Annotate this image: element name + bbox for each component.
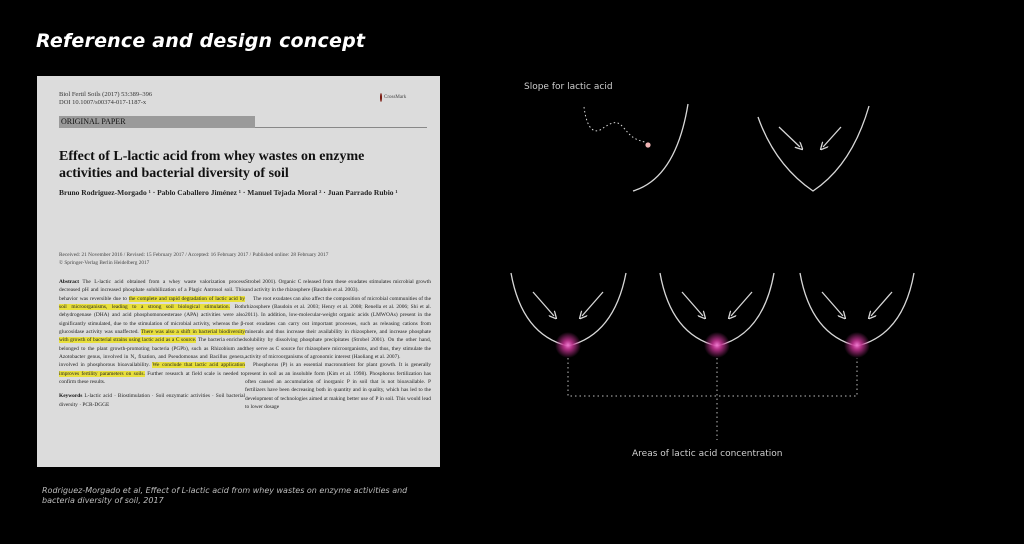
paper-authors: Bruno Rodriguez-Morgado ¹ · Pablo Caballero Jiménez ¹ · Manuel Tejada Moral ² · Juan Parrado Rubio ¹: [59, 188, 398, 197]
abstract-highlight-1: the complete and rapid degradation of lactic acid by soil microorganisms, leading to a strong soil biological stimulation.: [59, 295, 245, 311]
keywords-text: L-lactic acid · Biostimulation · Soil enzymatic activities · Soil bacterial diversity · PCR-DGGE: [59, 393, 245, 408]
section-band-label: ORIGINAL PAPER: [61, 117, 126, 126]
concentration-glow-1: [555, 332, 581, 358]
abstract-text-2: Both dehydrogenase (DHA) and acid phosphomonoesterase (APA) activities were also significantly stimulated, due to the stimulation of microbial activity, whereas the β-glucosidase activity was unaffected.: [59, 304, 245, 336]
journal-line: Biol Fertil Soils (2017) 53:389–396: [59, 91, 153, 98]
abstract-label: Abstract: [59, 279, 80, 285]
abstract-text-3: The bacteria enriched belonged to the plant growth-promoting bacteria (PGPb), such as Rhizobium and Azotobacter genus, involved in N₂ fixation, and Pseudomonas and Bacillus genera, involved in phosphorous bioavailability.: [59, 337, 245, 369]
arrow-cup2-right: [731, 292, 752, 316]
abstract-text-4: Further research at field scale is needed to confirm these results.: [59, 370, 245, 386]
paper-title: Effect of L-lactic acid from whey wastes on enzyme activities and bacterial diversity of soil: [59, 149, 365, 181]
copyright-line: © Springer-Verlag Berlin Heidelberg 2017: [59, 259, 150, 266]
concentration-glow-2: [704, 332, 730, 358]
label-slope: Slope for lactic acid: [524, 82, 613, 92]
arrow-cup3-right: [871, 292, 892, 316]
arrow-cup2-left: [682, 292, 703, 316]
concentration-glow-3: [844, 332, 870, 358]
connector-lines: [568, 358, 857, 440]
slope-dotted-path: [584, 107, 645, 142]
slide-title: Reference and design concept: [36, 30, 366, 52]
connector-bracket: [568, 358, 857, 396]
slope-curve: [633, 104, 688, 191]
received-dates: Received: 21 November 2016 / Revised: 15 February 2017 / Accepted: 16 February 2017 / Published online: 28 February 2017: [59, 252, 329, 258]
body-paragraph-1: Strobel 2001). Organic C released from these exudates stimulates microbial growth and activity in the rhizosphere (Baudoin et al. 2003).: [245, 279, 431, 294]
arrow-cup1-left: [533, 292, 554, 316]
arrow-cup1-right: [582, 292, 603, 316]
abstract-highlight-2: There was also a shift in bacterial biodiversity with growth of bacterial strains using lactic acid as a C source.: [59, 329, 245, 344]
arrow-cup3-left: [822, 292, 843, 316]
lactic-acid-ball: [645, 142, 650, 147]
abstract-text-1: The L-lactic acid obtained from a whey waste valorization process decreased pH and increased phosphate solubilization of a Plagic Antrosol soil. This behavior was reversible due to: [59, 279, 245, 302]
keywords-label: Keywords: [59, 393, 83, 400]
crossmark-label: CrossMark: [384, 95, 407, 100]
body-paragraph-2: The root exudates can also affect the composition of microbial communities of the rhizosphere (Baudoin et al. 2003; Henry et al. 2008; Renella et al. 2006; Shi et al. 2011). In addition, low-molecular-weight organic acids (LMWOAs) present in the root exudates can carry out important processes, such as releasing cations from minerals and thus increase their availability in rhizosphere, and increase phosphate solubility by dissolving phosphate precipitates (Strobel 2001). On the other hand, they serve as C source for rhizosphere microorganisms, and thus, they stimulate the activity of microorganisms of agronomic interest (Haoliang et al. 2007).: [245, 295, 431, 361]
arrow-down-left: [823, 127, 841, 147]
doi-line: DOI 10.1007/s00374-017-1187-x: [59, 99, 147, 106]
body-paragraph-3: Phosphorus (P) is an essential macronutrient for plant growth. It is generally present in soil as an insoluble form (Kim et al. 1998). Phosphorus fertilization has often caused an accumulation of inorganic P in soil that is not bioavailable. P fertilizers have been decreasing both in quantity and in quality, which has led to the development of technologies aimed at making better use of P in soil. This would lead to lower dosage: [245, 362, 431, 411]
arrow-down-right: [779, 127, 800, 147]
cup-top-right-curve: [758, 106, 869, 191]
cup-top-right: [758, 106, 869, 191]
abstract-highlight-3: We conclude that lactic acid application improves fertility parameters on soils.: [59, 362, 245, 377]
paper-citation: Rodriguez-Morgado et al, Effect of L-lactic acid from whey wastes on enzyme activities and bacteria diversity of soil, 2017: [42, 486, 408, 505]
slope-cup: [584, 104, 688, 191]
label-areas: Areas of lactic acid concentration: [632, 449, 783, 459]
